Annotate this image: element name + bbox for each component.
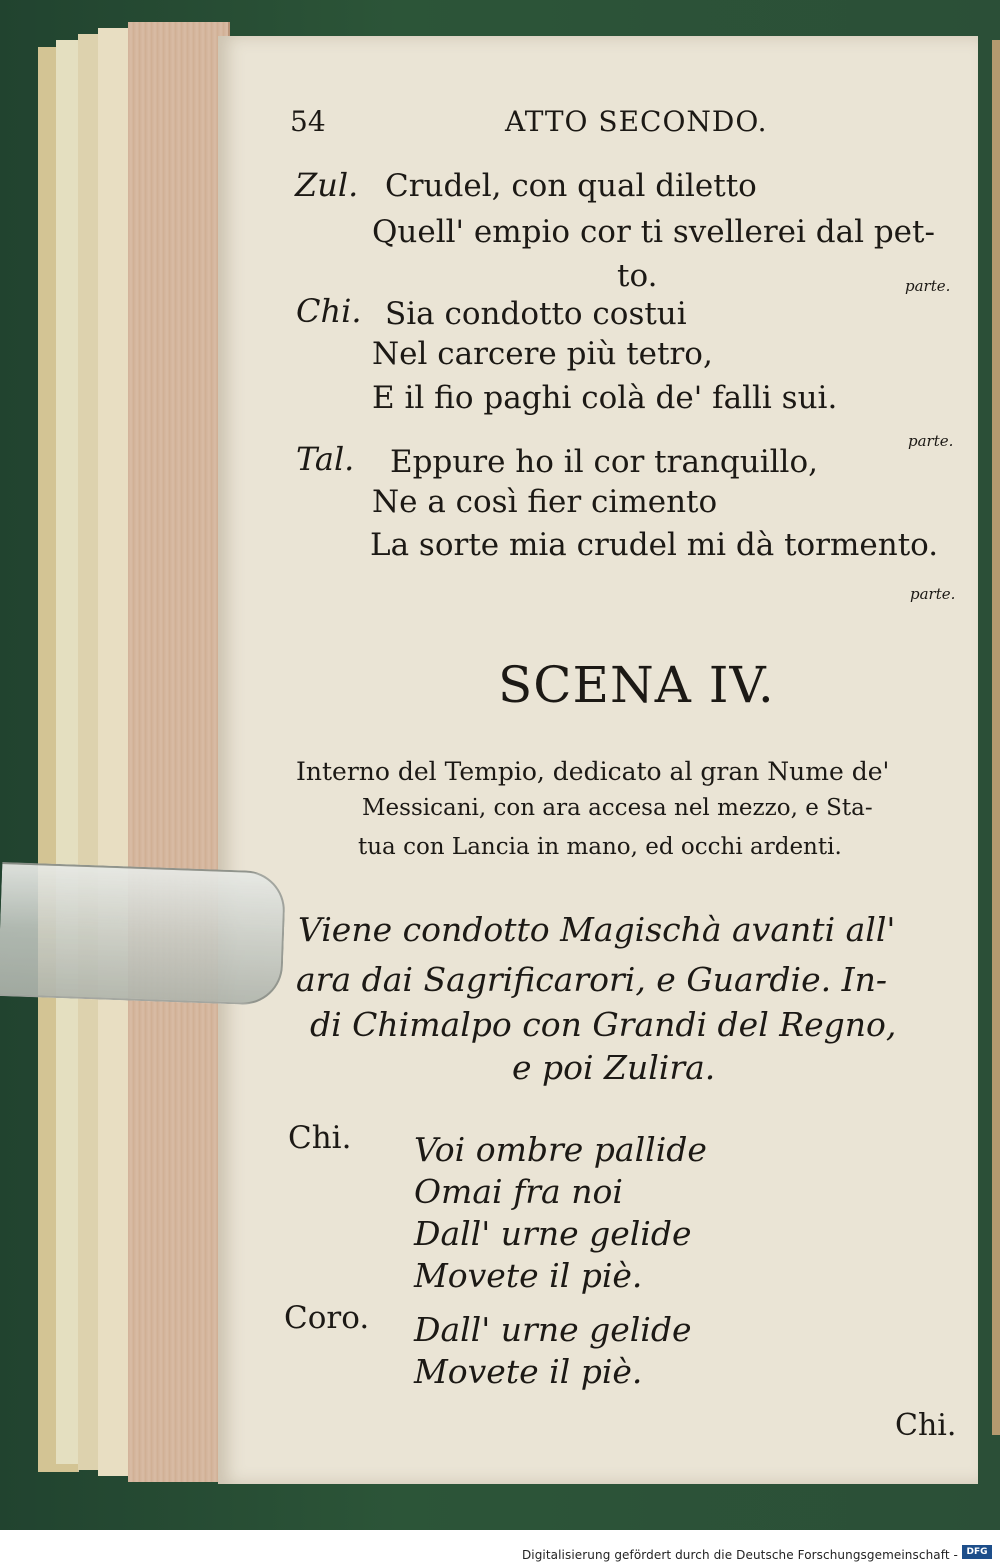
speaker-label: Chi.: [296, 292, 362, 330]
speaker-label: Chi.: [288, 1120, 352, 1156]
scene-heading: SCENA IV.: [498, 656, 775, 714]
page-edge-shadow: [992, 40, 1000, 1435]
stage-entry-line: ara dai Sagrificarori, e Guardie. In-: [296, 960, 888, 999]
speaker-label: Tal.: [296, 440, 355, 478]
stage-entry-line: Viene condotto Magischà avanti all': [298, 910, 896, 949]
exit-direction: parte.: [910, 585, 956, 603]
verse-line: Dall' urne gelide: [414, 1214, 692, 1253]
verse-line: Eppure ho il cor tranquillo,: [390, 444, 818, 480]
verse-line: to.: [617, 258, 658, 294]
verse-line: Crudel, con qual diletto: [385, 168, 757, 204]
verse-line: Ne a così fier cimento: [372, 484, 718, 520]
verse-line: Nel carcere più tetro,: [372, 336, 713, 372]
stage-entry-line: di Chimalpo con Grandi del Regno,: [310, 1005, 897, 1044]
stage-entry-line: e poi Zulira.: [512, 1048, 716, 1087]
verse-line: Quell' empio cor ti svellerei dal pet-: [372, 214, 935, 250]
speaker-label: Zul.: [295, 166, 359, 204]
verse-line: Movete il piè.: [414, 1256, 643, 1295]
exit-direction: parte.: [908, 432, 954, 450]
setting-line: Interno del Tempio, dedicato al gran Nume de': [296, 757, 890, 786]
footer-credit: Digitalisierung gefördert durch die Deutsche Forschungsgemeinschaft -: [521, 1548, 958, 1562]
setting-line: tua con Lancia in mano, ed occhi ardenti.: [358, 834, 842, 860]
page-number: 54: [290, 105, 326, 138]
verse-line: Voi ombre pallide: [414, 1130, 707, 1169]
speaker-label: Coro.: [284, 1300, 370, 1336]
verse-line: Sia condotto costui: [385, 296, 687, 332]
verse-line: Movete il piè.: [414, 1352, 643, 1391]
exit-direction: parte.: [905, 277, 951, 295]
book-fore-edge: [128, 22, 230, 1482]
catchword: Chi.: [895, 1408, 957, 1443]
verse-line: Omai fra noi: [414, 1172, 623, 1211]
verse-line: La sorte mia crudel mi dà tormento.: [370, 527, 939, 563]
dfg-logo-icon: DFG: [962, 1545, 992, 1559]
page-holder-clip: [0, 862, 286, 1006]
verse-line: E il fio paghi colà de' falli sui.: [372, 380, 838, 416]
verse-line: Dall' urne gelide: [414, 1310, 692, 1349]
running-title: ATTO SECONDO.: [505, 105, 768, 138]
setting-line: Messicani, con ara accesa nel mezzo, e Sta-: [362, 795, 873, 821]
